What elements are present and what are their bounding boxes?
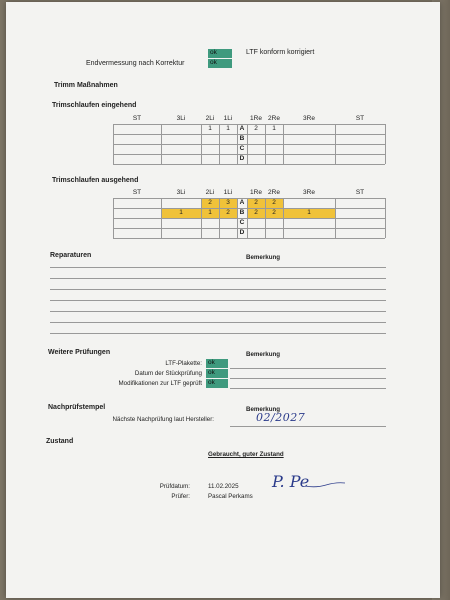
remark-line	[230, 426, 386, 427]
next-inspection-value: 02/2027	[256, 411, 306, 424]
trim-value: 2	[254, 199, 258, 206]
grid-line	[385, 124, 386, 164]
repair-line	[50, 311, 386, 312]
column-header: 1Re	[250, 189, 262, 196]
column-header: 3Re	[303, 189, 315, 196]
inspector-label: Prüfer:	[171, 493, 190, 500]
trim-value: 2	[208, 199, 212, 206]
trim-value: 3	[226, 199, 230, 206]
grid-line	[283, 198, 284, 238]
grid-line	[113, 154, 385, 155]
grid-line	[237, 198, 238, 238]
grid-line	[385, 198, 386, 238]
grid-line	[113, 218, 385, 219]
row-label: C	[239, 219, 245, 226]
repair-line	[50, 300, 386, 301]
column-header: 3Re	[303, 115, 315, 122]
repair-line	[50, 333, 386, 334]
row-label: B	[239, 209, 245, 216]
condition-value: Gebraucht, guter Zustand	[208, 451, 284, 458]
ltf-plaque-label: LTF-Plakette:	[165, 360, 202, 367]
grid-line	[201, 198, 202, 238]
grid-line	[113, 198, 385, 199]
grid-line	[113, 208, 385, 209]
ltf-plaque-status: ok	[206, 359, 228, 368]
repair-line	[50, 267, 386, 268]
grid-line	[265, 124, 266, 164]
grid-line	[113, 124, 114, 164]
signature-stroke	[304, 478, 346, 490]
grid-line	[113, 144, 385, 145]
column-header: ST	[132, 115, 142, 122]
grid-line	[247, 124, 248, 164]
status-ok-1: ok	[208, 49, 232, 58]
row-label: D	[239, 229, 245, 236]
inspector-signature: P. Pe	[272, 472, 310, 491]
grid-line	[265, 198, 266, 238]
column-header: ST	[355, 189, 365, 196]
row-label: A	[239, 125, 245, 132]
grid-line	[113, 164, 385, 165]
ltf-conform-note: LTF konform korrigiert	[246, 49, 315, 56]
grid-line	[161, 198, 162, 238]
column-header: 1Re	[250, 115, 262, 122]
stamp-remark-label: Bemerkung	[246, 406, 281, 413]
grid-line	[113, 198, 114, 238]
grid-line	[219, 198, 220, 238]
row-label: D	[239, 155, 245, 162]
piece-test-date-status: ok	[206, 369, 228, 378]
test-date-value: 11.02.2025	[208, 483, 239, 490]
repair-line	[50, 278, 386, 279]
repairs-title: Reparaturen	[50, 252, 92, 259]
grid-line	[335, 198, 336, 238]
status-ok-2: ok	[208, 59, 232, 68]
table-out-title: Trimschlaufen ausgehend	[52, 177, 139, 184]
trim-value: 2	[254, 125, 258, 132]
grid-line	[283, 124, 284, 164]
column-header: ST	[132, 189, 142, 196]
inspector-value: Pascal Perkams	[208, 493, 253, 500]
row-label: A	[239, 199, 245, 206]
trim-table-incoming	[113, 114, 385, 166]
piece-test-date-label: Datum der Stückprüfung	[134, 370, 202, 377]
trim-value: 2	[272, 209, 276, 216]
trim-value: 1	[307, 209, 311, 216]
trim-value: 2	[254, 209, 258, 216]
repair-line	[50, 322, 386, 323]
grid-line	[113, 124, 385, 125]
column-header: 2Li	[205, 115, 215, 122]
condition-title: Zustand	[46, 438, 74, 445]
grid-line	[335, 124, 336, 164]
column-header: 1Li	[223, 115, 233, 122]
remark-line	[230, 388, 386, 389]
grid-line	[113, 134, 385, 135]
grid-line	[113, 228, 385, 229]
further-remark-label: Bemerkung	[246, 351, 281, 358]
grid-line	[113, 238, 385, 239]
modifications-label: Modifikationen zur LTF geprüft	[118, 380, 202, 387]
row-label: C	[239, 145, 245, 152]
grid-line	[161, 124, 162, 164]
test-date-label: Prüfdatum:	[159, 483, 190, 490]
trim-value: 1	[208, 125, 212, 132]
column-header: 2Li	[205, 189, 215, 196]
repairs-remark-label: Bemerkung	[246, 254, 281, 261]
stamp-title: Nachprüfstempel	[48, 404, 106, 411]
remark-line	[230, 378, 386, 379]
next-inspection-label: Nächste Nachprüfung laut Hersteller:	[112, 416, 214, 423]
trim-value: 1	[208, 209, 212, 216]
modifications-status: ok	[206, 379, 228, 388]
trim-value: 2	[226, 209, 230, 216]
table-in-title: Trimschlaufen eingehend	[52, 102, 137, 109]
inspection-form-page	[6, 2, 440, 598]
row-label: B	[239, 135, 245, 142]
column-header: 2Re	[268, 189, 280, 196]
grid-line	[247, 198, 248, 238]
trim-value: 2	[272, 199, 276, 206]
further-checks-title: Weitere Prüfungen	[48, 349, 111, 356]
column-header: 1Li	[223, 189, 233, 196]
column-header: 2Re	[268, 115, 280, 122]
trim-value: 1	[272, 125, 276, 132]
grid-line	[219, 124, 220, 164]
column-header: 3Li	[176, 115, 186, 122]
final-measurement-label: Endvermessung nach Korrektur	[86, 60, 185, 67]
grid-line	[201, 124, 202, 164]
column-header: ST	[355, 115, 365, 122]
trim-value: 1	[179, 209, 183, 216]
grid-line	[237, 124, 238, 164]
repair-line	[50, 289, 386, 290]
remark-line	[230, 368, 386, 369]
trim-table-outgoing	[113, 188, 385, 240]
trim-value: 1	[226, 125, 230, 132]
column-header: 3Li	[176, 189, 186, 196]
trim-measures-title: Trimm Maßnahmen	[54, 82, 118, 89]
